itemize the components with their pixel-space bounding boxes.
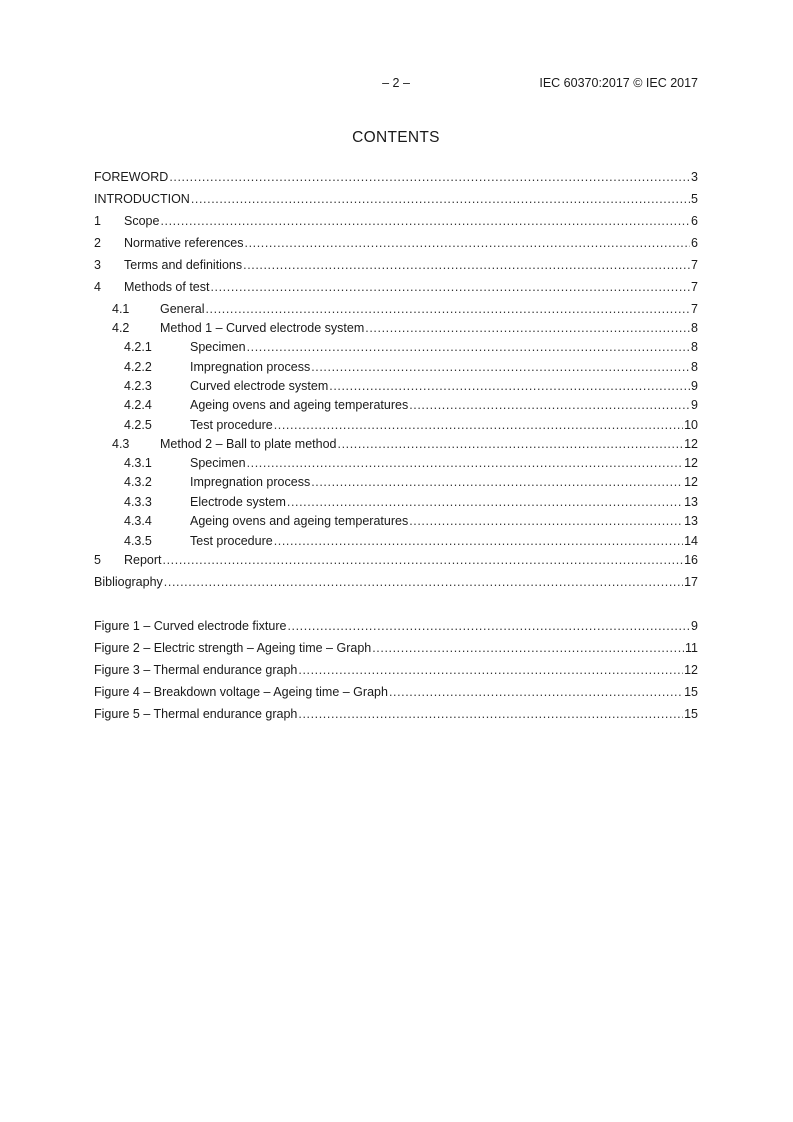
page-reference: 5 bbox=[691, 192, 698, 206]
toc-entry[interactable] bbox=[94, 278, 698, 296]
dot-leader bbox=[205, 300, 690, 318]
dot-leader bbox=[338, 435, 684, 453]
toc-entry[interactable] bbox=[94, 532, 698, 550]
page-reference: 10 bbox=[684, 418, 698, 432]
section-number: 2 bbox=[94, 236, 101, 250]
page-reference: 9 bbox=[691, 619, 698, 633]
dot-leader bbox=[287, 617, 690, 635]
section-number: 4.2 bbox=[112, 321, 130, 335]
entry-title: Figure 5 – Thermal endurance graph bbox=[94, 707, 298, 721]
entry-title: Ageing ovens and ageing temperatures bbox=[190, 398, 409, 412]
page-reference: 15 bbox=[684, 707, 698, 721]
page-reference: 13 bbox=[684, 495, 698, 509]
toc-entry[interactable] bbox=[94, 300, 698, 318]
entry-title: Methods of test bbox=[124, 280, 210, 294]
page-reference: 12 bbox=[684, 663, 698, 677]
section-number: 4.2.3 bbox=[124, 379, 152, 393]
entry-title: Report bbox=[124, 553, 162, 567]
dot-leader bbox=[243, 256, 690, 274]
section-number: 3 bbox=[94, 258, 101, 272]
dot-leader bbox=[160, 212, 690, 230]
entry-title: Figure 3 – Thermal endurance graph bbox=[94, 663, 298, 677]
section-number: 4.1 bbox=[112, 302, 130, 316]
dot-leader bbox=[311, 358, 690, 376]
figures-entry[interactable] bbox=[94, 639, 698, 657]
section-number: 1 bbox=[94, 214, 101, 228]
dot-leader bbox=[409, 512, 683, 530]
entry-title: Terms and definitions bbox=[124, 258, 243, 272]
figures-entry[interactable] bbox=[94, 661, 698, 679]
dot-leader bbox=[329, 377, 690, 395]
toc-entry[interactable] bbox=[94, 319, 698, 337]
page-reference: 15 bbox=[684, 685, 698, 699]
dot-leader bbox=[169, 168, 690, 186]
entry-title: Method 1 – Curved electrode system bbox=[160, 321, 365, 335]
toc-entry[interactable] bbox=[94, 512, 698, 530]
entry-title: Bibliography bbox=[94, 575, 163, 589]
dot-leader bbox=[287, 493, 683, 511]
page-reference: 8 bbox=[691, 340, 698, 354]
dot-leader bbox=[372, 639, 684, 657]
page-reference: 11 bbox=[685, 641, 698, 655]
toc-entry[interactable] bbox=[94, 416, 698, 434]
entry-title: Test procedure bbox=[190, 534, 273, 548]
page-reference: 6 bbox=[691, 214, 698, 228]
toc-entry[interactable] bbox=[94, 551, 698, 569]
figures-entry[interactable] bbox=[94, 683, 698, 701]
entry-title: Figure 2 – Electric strength – Ageing time – Graph bbox=[94, 641, 372, 655]
page-reference: 12 bbox=[684, 437, 698, 451]
toc-entry[interactable] bbox=[94, 493, 698, 511]
toc-entry[interactable] bbox=[94, 435, 698, 453]
toc-entry[interactable] bbox=[94, 190, 698, 208]
dot-leader bbox=[245, 234, 691, 252]
page-reference: 7 bbox=[691, 258, 698, 272]
page-reference: 8 bbox=[691, 321, 698, 335]
dot-leader bbox=[409, 396, 690, 414]
section-number: 4 bbox=[94, 280, 101, 294]
page-reference: 13 bbox=[684, 514, 698, 528]
toc-entry[interactable] bbox=[94, 212, 698, 230]
dot-leader bbox=[365, 319, 690, 337]
toc-entry[interactable] bbox=[94, 358, 698, 376]
entry-title: Impregnation process bbox=[190, 360, 311, 374]
dot-leader bbox=[191, 190, 690, 208]
dot-leader bbox=[164, 573, 683, 591]
page-reference: 17 bbox=[684, 575, 698, 589]
entry-title: Impregnation process bbox=[190, 475, 311, 489]
page-reference: 12 bbox=[684, 456, 698, 470]
section-number: 4.3.1 bbox=[124, 456, 152, 470]
section-number: 4.2.5 bbox=[124, 418, 152, 432]
contents-title: CONTENTS bbox=[352, 129, 440, 146]
dot-leader bbox=[274, 416, 683, 434]
section-number: 4.3.4 bbox=[124, 514, 152, 528]
section-number: 4.3.2 bbox=[124, 475, 152, 489]
dot-leader bbox=[210, 278, 690, 296]
dot-leader bbox=[247, 338, 690, 356]
entry-title: INTRODUCTION bbox=[94, 192, 190, 206]
entry-title: Figure 1 – Curved electrode fixture bbox=[94, 619, 287, 633]
page-reference: 6 bbox=[691, 236, 698, 250]
entry-title: Normative references bbox=[124, 236, 244, 250]
section-number: 4.2.2 bbox=[124, 360, 152, 374]
entry-title: Specimen bbox=[190, 340, 246, 354]
toc-entry[interactable] bbox=[94, 454, 698, 472]
entry-title: Test procedure bbox=[190, 418, 273, 432]
entry-title: Specimen bbox=[190, 456, 246, 470]
dot-leader bbox=[311, 473, 683, 491]
figures-entry[interactable] bbox=[94, 705, 698, 723]
entry-title: Curved electrode system bbox=[190, 379, 329, 393]
dot-leader bbox=[389, 683, 683, 701]
toc-entry[interactable] bbox=[94, 256, 698, 274]
entry-title: Ageing ovens and ageing temperatures bbox=[190, 514, 409, 528]
section-number: 4.3.5 bbox=[124, 534, 152, 548]
page-reference: 8 bbox=[691, 360, 698, 374]
entry-title: Scope bbox=[124, 214, 160, 228]
page-number: – 2 – bbox=[382, 76, 410, 90]
dot-leader bbox=[298, 705, 683, 723]
page-reference: 16 bbox=[684, 553, 698, 567]
entry-title: Method 2 – Ball to plate method bbox=[160, 437, 337, 451]
page-reference: 9 bbox=[691, 398, 698, 412]
entry-title: General bbox=[160, 302, 205, 316]
page-reference: 7 bbox=[691, 280, 698, 294]
page-reference: 12 bbox=[684, 475, 698, 489]
toc-entry[interactable] bbox=[94, 396, 698, 414]
document-reference: IEC 60370:2017 © IEC 2017 bbox=[539, 76, 698, 90]
section-number: 5 bbox=[94, 553, 101, 567]
toc-entry[interactable] bbox=[94, 377, 698, 395]
entry-title: Figure 4 – Breakdown voltage – Ageing time – Graph bbox=[94, 685, 388, 699]
figures-entry[interactable] bbox=[94, 617, 698, 635]
entry-title: FOREWORD bbox=[94, 170, 169, 184]
entry-title: Electrode system bbox=[190, 495, 286, 509]
page-reference: 3 bbox=[691, 170, 698, 184]
dot-leader bbox=[298, 661, 683, 679]
page-reference: 7 bbox=[691, 302, 698, 316]
section-number: 4.2.4 bbox=[124, 398, 152, 412]
page-reference: 14 bbox=[684, 534, 698, 548]
section-number: 4.3 bbox=[112, 437, 130, 451]
toc-entry[interactable] bbox=[94, 234, 698, 252]
toc-entry[interactable] bbox=[94, 168, 698, 186]
section-number: 4.2.1 bbox=[124, 340, 152, 354]
toc-entry[interactable] bbox=[94, 338, 698, 356]
page-header bbox=[94, 76, 698, 92]
dot-leader bbox=[247, 454, 684, 472]
section-number: 4.3.3 bbox=[124, 495, 152, 509]
page-reference: 9 bbox=[691, 379, 698, 393]
toc-entry[interactable] bbox=[94, 573, 698, 591]
dot-leader bbox=[163, 551, 684, 569]
dot-leader bbox=[274, 532, 683, 550]
toc-entry[interactable] bbox=[94, 473, 698, 491]
